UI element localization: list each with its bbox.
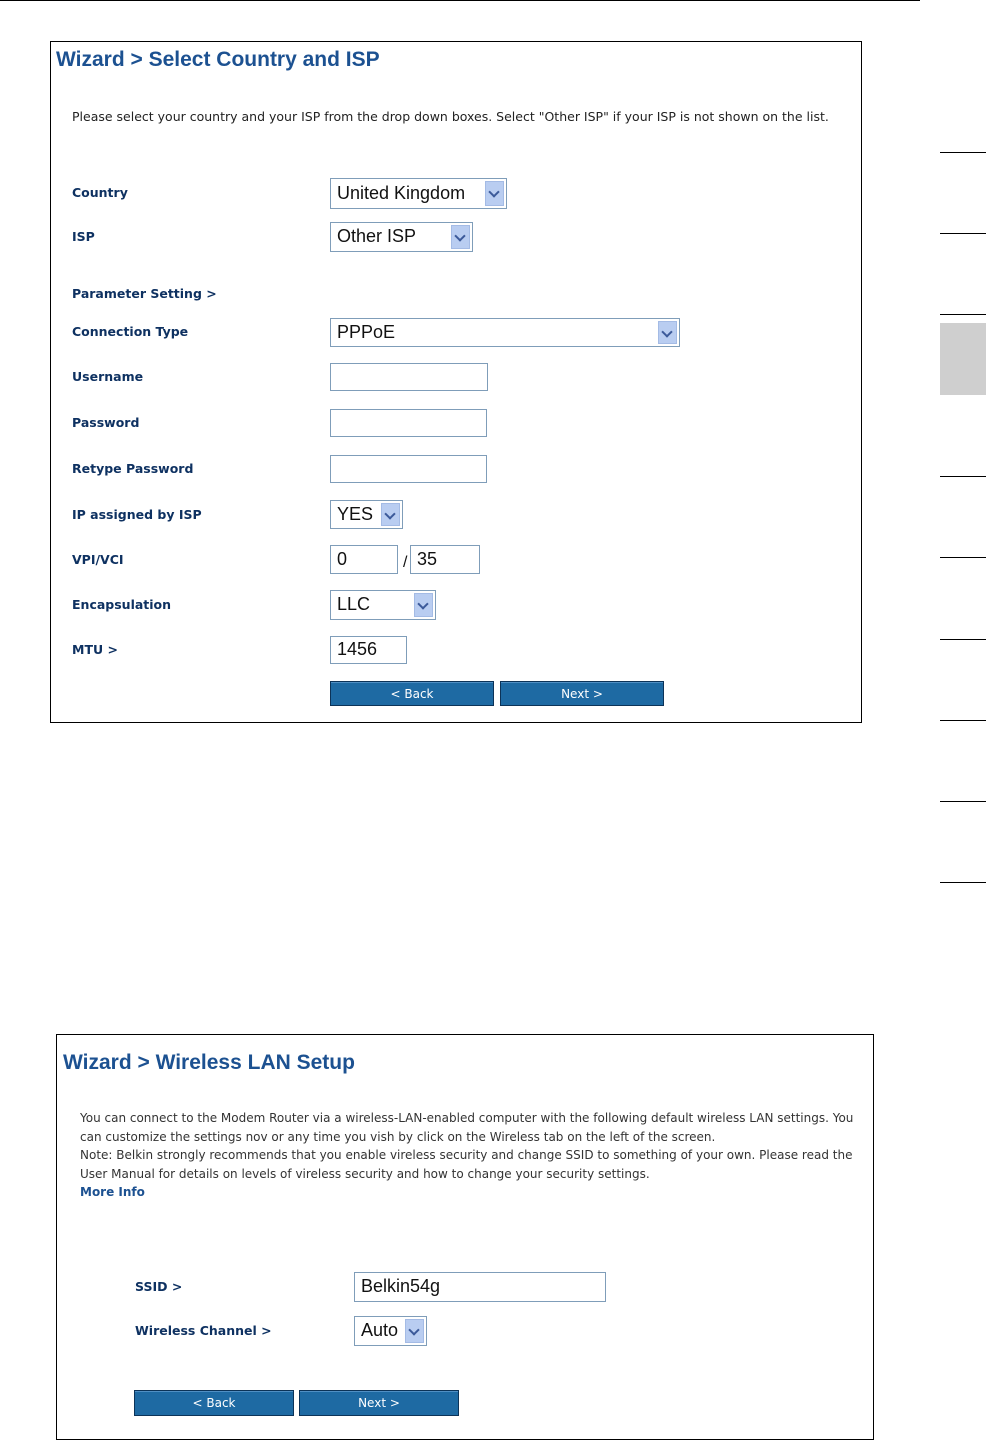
back-button-label: < Back <box>192 1396 236 1410</box>
wireless-channel-value: Auto <box>361 1320 399 1341</box>
wireless-channel-label: Wireless Channel > <box>135 1323 272 1338</box>
side-index-line <box>940 152 986 153</box>
ssid-label: SSID > <box>135 1279 183 1294</box>
vci-value: 35 <box>417 548 438 569</box>
mtu-field[interactable] <box>330 636 407 664</box>
encapsulation-select[interactable] <box>330 590 436 620</box>
isp-select[interactable] <box>330 222 473 252</box>
vpi-field[interactable] <box>330 545 398 574</box>
connection-type-select[interactable] <box>330 318 680 347</box>
vpi-value: 0 <box>337 548 348 569</box>
chevron-down-icon[interactable] <box>381 503 400 526</box>
more-info-link[interactable]: More Info <box>80 1185 145 1199</box>
username-field[interactable] <box>330 363 488 391</box>
retype-password-label: Retype Password <box>72 461 194 476</box>
isp-select-value: Other ISP <box>337 226 417 247</box>
side-index-line <box>940 314 986 315</box>
vpi-vci-separator: / <box>403 554 408 571</box>
connection-type-label: Connection Type <box>72 324 189 339</box>
ssid-field[interactable] <box>354 1272 606 1302</box>
encapsulation-label: Encapsulation <box>72 597 172 612</box>
intro-paragraph: You can connect to the Modem Router via a wireless-LAN-enabled computer with the following default wireless LAN settings. You can customize the settings nov or any time you vish by click on the Wireless tab on the left of the screen. <box>80 1111 854 1144</box>
parameter-setting-heading: Parameter Setting > <box>72 286 217 301</box>
isp-label: ISP <box>72 229 95 244</box>
next-button[interactable] <box>299 1390 459 1416</box>
ssid-value: Belkin54g <box>361 1276 441 1297</box>
ip-assigned-select[interactable] <box>330 500 403 529</box>
wizard-country-isp-panel <box>50 41 862 723</box>
encapsulation-value: LLC <box>337 594 371 615</box>
wizard-wireless-lan-panel <box>56 1034 874 1440</box>
side-index-tab-active <box>940 323 986 395</box>
side-index-line <box>940 476 986 477</box>
country-label: Country <box>72 185 128 200</box>
next-button[interactable] <box>500 681 664 706</box>
chevron-down-icon[interactable] <box>451 225 470 249</box>
intro-text <box>80 1109 855 1202</box>
mtu-label: MTU > <box>72 642 118 657</box>
retype-password-field[interactable] <box>330 455 487 483</box>
chevron-down-icon[interactable] <box>658 321 677 344</box>
side-index-line <box>940 557 986 558</box>
side-index-line <box>940 801 986 802</box>
vci-field[interactable] <box>410 545 480 574</box>
side-index-line <box>940 720 986 721</box>
vpi-vci-label: VPI/VCI <box>72 552 124 567</box>
back-button-label: < Back <box>390 686 434 701</box>
wireless-channel-select[interactable] <box>354 1316 427 1346</box>
side-index-line <box>940 639 986 640</box>
password-label: Password <box>72 415 140 430</box>
back-button[interactable] <box>134 1390 294 1416</box>
page-title: Wizard > Select Country and ISP <box>56 48 380 71</box>
connection-type-value: PPPoE <box>337 321 396 342</box>
chevron-down-icon[interactable] <box>405 1319 424 1343</box>
side-index-line <box>940 233 986 234</box>
intro-text: Please select your country and your ISP from the drop down boxes. Select "Other ISP" if your ISP is not shown on the list. <box>72 109 829 124</box>
chevron-down-icon[interactable] <box>414 593 433 617</box>
page-title: Wizard > Wireless LAN Setup <box>63 1051 355 1074</box>
top-rule <box>0 0 920 1</box>
country-select-value: United Kingdom <box>337 182 466 203</box>
ip-assigned-value: YES <box>337 503 374 524</box>
chevron-down-icon[interactable] <box>485 181 504 206</box>
mtu-value: 1456 <box>337 639 378 660</box>
password-field[interactable] <box>330 409 487 437</box>
username-label: Username <box>72 369 144 384</box>
country-select[interactable] <box>330 178 507 209</box>
next-button-label: Next > <box>358 1396 400 1410</box>
side-index-line <box>940 882 986 883</box>
back-button[interactable] <box>330 681 494 706</box>
ip-assigned-label: IP assigned by ISP <box>72 507 202 522</box>
note-paragraph: Note: Belkin strongly recommends that you enable vireless security and change SSID to something of your own. Please read the User Manual for details on levels of vireless security and how to change your security settings. <box>80 1148 853 1181</box>
next-button-label: Next > <box>561 686 603 701</box>
